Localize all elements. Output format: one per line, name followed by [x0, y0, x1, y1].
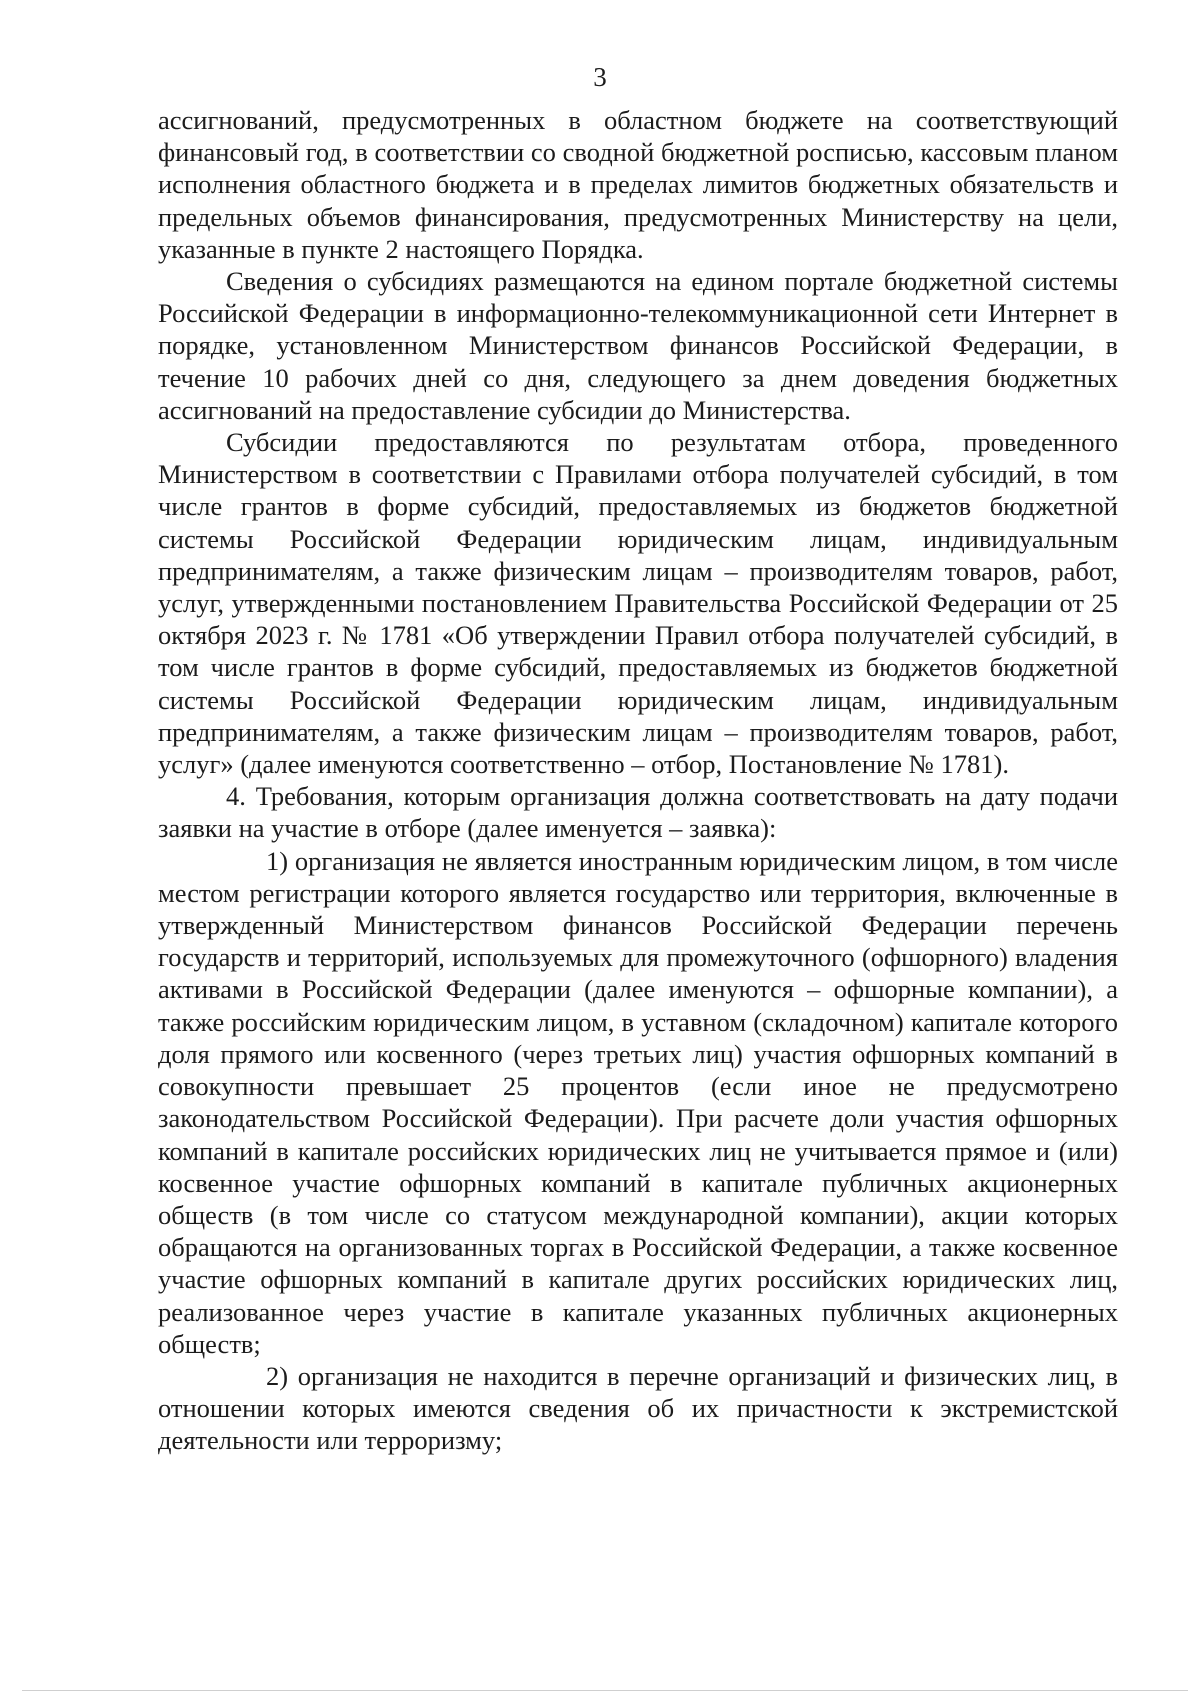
page-number: 3	[593, 62, 607, 92]
paragraph-subsidy-info-portal: Сведения о субсидиях размещаются на едином портале бюджетной системы Российской Федерации в информационно-телекоммуникационной сети Интернет в порядке, установленном Министерством финансов Российской Федерации, в течение 10 рабочих дней со дня, следующего за днем доведения бюджетных ассигнований на предоставление субсидии до Министерства.	[158, 266, 1118, 425]
paragraph-requirements-item-4: 4. Требования, которым организация должна соответствовать на дату подачи заявки на участие в отборе (далее именуется – заявка):	[158, 781, 1118, 844]
paragraph-budget-allocations: ассигнований, предусмотренных в областном бюджете на соответствующий финансовый год, в соответствии со сводной бюджетной росписью, кассовым планом исполнения областного бюджета и в пределах лимитов бюджетных обязательств и предельных объемов финансирования, предусмотренных Министерству на цели, указанные в пункте 2 настоящего Порядка.	[158, 105, 1118, 264]
scan-edge-line	[22, 1690, 1188, 1691]
paragraph-selection-rules: Субсидии предоставляются по результатам отбора, проведенного Министерством в соответствии с Правилами отбора получателей субсидий, в том числе грантов в форме субсидий, предоставляемых из бюджетов бюджетной системы Российской Федерации юридическим лицам, индивидуальным предпринимателям, а также физическим лицам – производителям товаров, работ, услуг, утвержденными постановлением Правительства Российской Федерации от 25 октября 2023 г. № 1781 «Об утверждении Правил отбора получателей субсидий, в том числе грантов в форме субсидий, предоставляемых из бюджетов бюджетной системы Российской Федерации юридическим лицам, индивидуальным предпринимателям, а также физическим лицам – производителям товаров, работ, услуг» (далее именуются соответственно – отбор, Постановление № 1781).	[158, 427, 1118, 780]
paragraph-requirement-1-offshore: 1) организация не является иностранным юридическим лицом, в том числе местом регистрации которого является государство или территория, включенные в утвержденный Министерством финансов Российской Федерации перечень государств и территорий, используемых для промежуточного (офшорного) владения активами в Российской Федерации (далее именуются – офшорные компании), а также российским юридическим лицом, в уставном (складочном) капитале которого доля прямого или косвенного (через третьих лиц) участия офшорных компаний в совокупности превышает 25 процентов (если иное не предусмотрено законодательством Российской Федерации). При расчете доли участия офшорных компаний в капитале российских юридических лиц не учитывается прямое и (или) косвенное участие офшорных компаний в капитале публичных акционерных обществ (в том числе со статусом международной компании), акции которых обращаются на организованных торгах в Российской Федерации, а также косвенное участие офшорных компаний в капитале других российских юридических лиц, реализованное через участие в капитале указанных публичных акционерных обществ;	[158, 845, 1118, 1359]
document-body	[158, 104, 1118, 1457]
paragraph-requirement-2-extremism: 2) организация не находится в перечне организаций и физических лиц, в отношении которых имеются сведения об их причастности к экстремистской деятельности или терроризму;	[158, 1360, 1118, 1456]
